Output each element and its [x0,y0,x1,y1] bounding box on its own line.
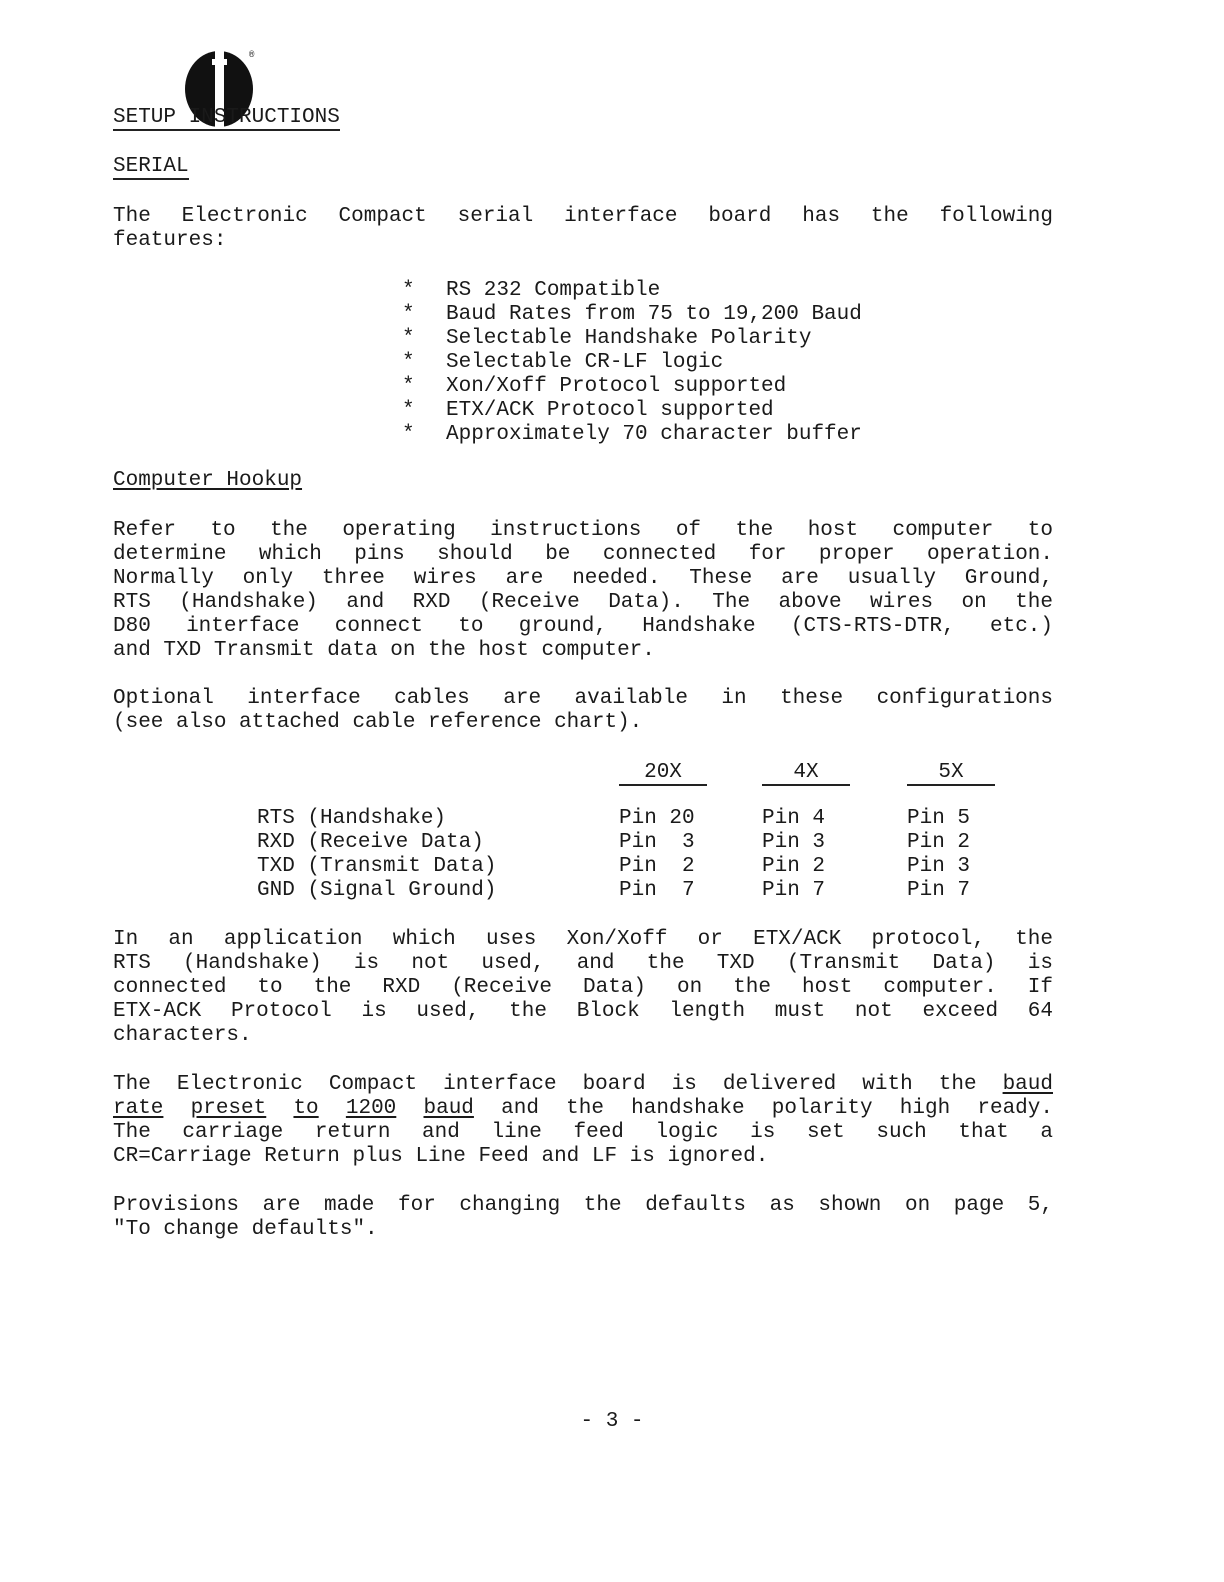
table-row-signal: RTS (Handshake) [257,807,447,830]
table-cell: Pin 7 [619,879,695,902]
defaults-line: CR=Carriage Return plus Line Feed and LF is ignored. [113,1145,769,1168]
hookup-line: Refer to the operating instructions of the host computer to [113,519,1053,542]
features-list [402,279,862,447]
optional-line: Optional interface cables are available in these configurations [113,687,1053,710]
feature-item: * RS 232 Compatible [402,279,661,302]
hookup-line: RTS (Handshake) and RXD (Receive Data). The above wires on the [113,591,1053,614]
bullet-star: * [402,303,415,326]
protocol-line: In an application which uses Xon/Xoff or ETX/ACK protocol, the [113,928,1053,951]
section-title: SERIAL [113,155,189,178]
bullet-star: * [402,423,415,446]
intro-line: features: [113,229,227,252]
underlined-text: baud [1002,1073,1053,1096]
table-cell: Pin 3 [619,831,695,854]
column-header-5x: 5X [907,762,995,786]
intro-paragraph [113,205,1053,253]
defaults-line: The carriage return and line feed logic is set such that a [113,1121,1053,1144]
table-row-signal: RXD (Receive Data) [257,831,484,854]
intro-line: The Electronic Compact serial interface board has the following [113,205,1053,228]
table-row-signal: TXD (Transmit Data) [257,855,497,878]
table-cell: Pin 4 [762,807,826,830]
protocol-line: characters. [113,1024,252,1047]
bullet-star: * [402,351,415,374]
hookup-line: and TXD Transmit data on the host computer. [113,639,655,662]
protocol-line: RTS (Handshake) is not used, and the TXD (Transmit Data) is [113,952,1053,975]
table-cell: Pin 7 [762,879,826,902]
feature-item: * Selectable CR-LF logic [402,351,724,374]
table-cell: Pin 3 [907,855,971,878]
table-cell: Pin 2 [619,855,695,878]
underlined-text: 1200 [345,1097,397,1120]
table-cell: Pin 5 [907,807,971,830]
page-title: SETUP INSTRUCTIONS [113,106,340,129]
feature-item: * ETX/ACK Protocol supported [402,399,774,422]
provisions-line: Provisions are made for changing the defaults as shown on page 5, [113,1194,1053,1217]
table-cell: Pin 2 [907,831,971,854]
hookup-title: Computer Hookup [113,469,303,492]
optional-paragraph [113,687,1053,735]
registered-mark: ® [249,50,255,60]
provisions-line: "To change defaults". [113,1218,378,1241]
hookup-line: Normally only three wires are needed. These are usually Ground, [113,567,1053,590]
underlined-text: to [293,1097,319,1120]
table-row-signal: GND (Signal Ground) [257,879,497,902]
table-cell: Pin 7 [907,879,971,902]
hookup-paragraph [113,519,1053,663]
table-cell: Pin 3 [762,831,826,854]
bullet-star: * [402,375,415,398]
page-number: - 3 - [580,1410,644,1433]
feature-item: * Approximately 70 character buffer [402,423,862,446]
defaults-line: The Electronic Compact interface board is delivered with the baud [113,1073,1053,1096]
provisions-paragraph [113,1194,1053,1242]
underlined-text: rate [113,1097,164,1120]
protocol-paragraph [113,928,1053,1048]
hookup-line: D80 interface connect to ground, Handshake (CTS-RTS-DTR, etc.) [113,615,1053,638]
feature-item: * Baud Rates from 75 to 19,200 Baud [402,303,862,326]
bullet-star: * [402,399,415,422]
optional-line: (see also attached cable reference chart). [113,711,643,734]
table-cell: Pin 20 [619,807,695,830]
feature-item: * Xon/Xoff Protocol supported [402,375,787,398]
protocol-line: connected to the RXD (Receive Data) on the host computer. If [113,976,1053,999]
column-header-4x: 4X [762,762,850,786]
column-header-20x: 20X [619,762,707,786]
bullet-star: * [402,327,415,350]
defaults-paragraph [113,1073,1053,1169]
underlined-text: preset [190,1097,267,1120]
hookup-line: determine which pins should be connected for proper operation. [113,543,1053,566]
protocol-line: ETX-ACK Protocol is used, the Block length must not exceed 64 [113,1000,1053,1023]
bullet-star: * [402,279,415,302]
table-cell: Pin 2 [762,855,826,878]
underlined-text: baud [423,1097,474,1120]
defaults-line: rate preset to 1200 baud and the handshake polarity high ready. [113,1097,1053,1120]
feature-item: * Selectable Handshake Polarity [402,327,812,350]
